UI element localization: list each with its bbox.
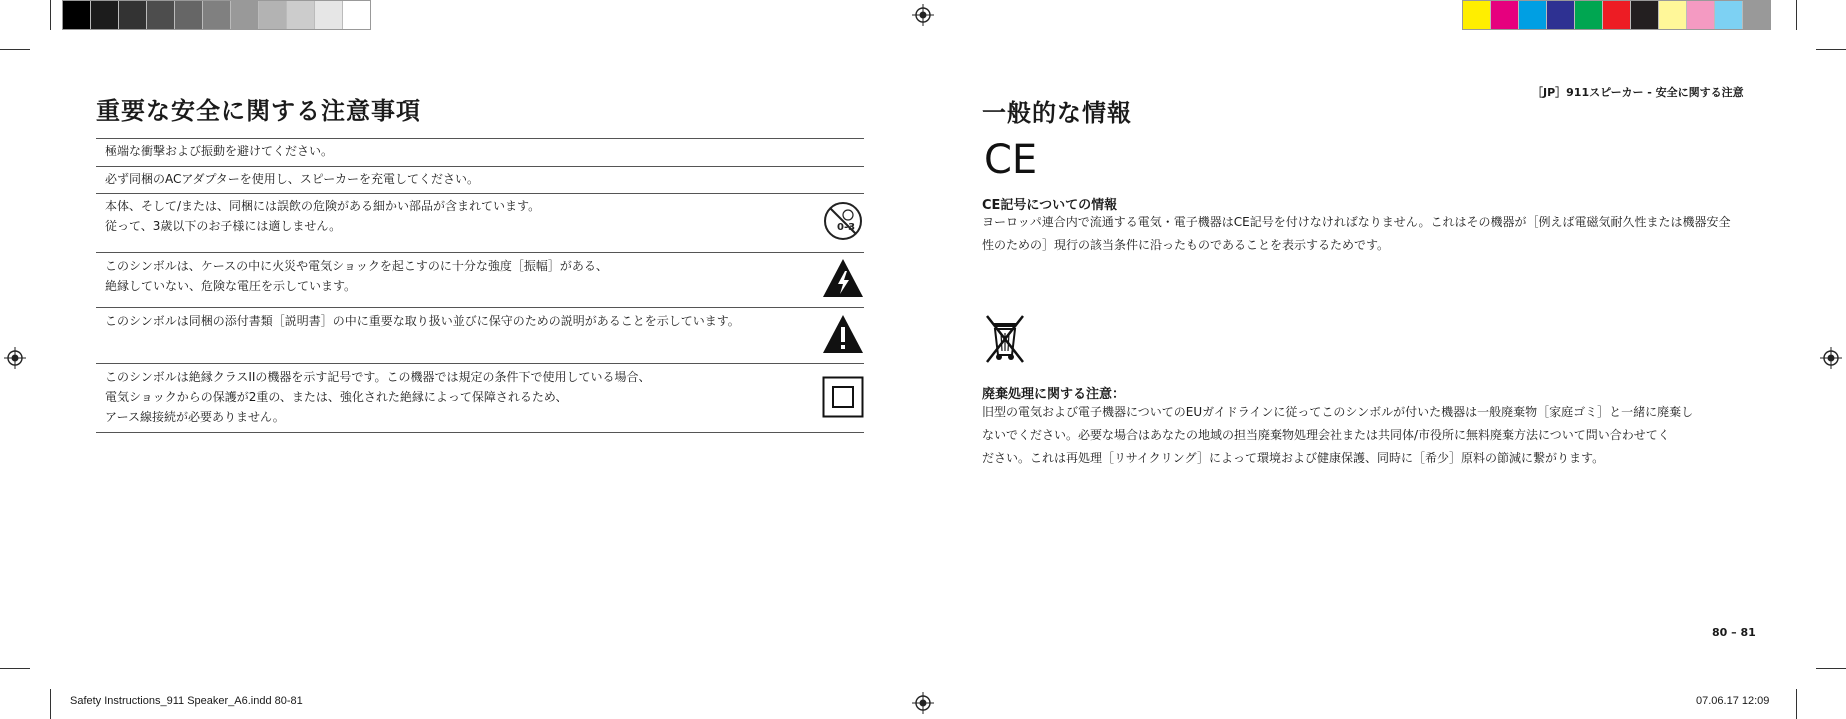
- ce-mark-icon: [984, 139, 1040, 179]
- color-swatch: [1463, 1, 1491, 29]
- row-line: このシンボルは同梱の添付書類［説明書］の中に重要な取り扱い並びに保守のための説明があることを示しています。: [105, 314, 740, 328]
- table-row: [105, 256, 608, 296]
- table-row: [105, 367, 650, 427]
- table-row: [105, 169, 479, 189]
- table-row: [105, 311, 740, 331]
- ce-mark-text: CE: [984, 139, 1038, 179]
- color-swatch: [175, 1, 203, 29]
- table-divider: [96, 138, 864, 139]
- color-swatch: [343, 1, 370, 29]
- page-title: 重要な安全に関する注意事項: [96, 97, 421, 125]
- color-swatch: [1519, 1, 1547, 29]
- table-divider: [96, 307, 864, 308]
- color-swatch: [147, 1, 175, 29]
- color-swatch: [1743, 1, 1770, 29]
- age-0-3-warning-icon: [823, 201, 863, 241]
- registration-target-icon: [1820, 347, 1842, 369]
- table-divider: [96, 363, 864, 364]
- crop-mark: [1816, 668, 1846, 669]
- class-ii-insulation-icon: [822, 376, 864, 418]
- color-swatch: [231, 1, 259, 29]
- slug-date-time: 07.06.17 12:09: [1696, 695, 1770, 707]
- running-header: ［JP］911スピーカー - 安全に関する注意: [1532, 86, 1744, 99]
- row-line: このシンボルは絶縁クラスIIの機器を示す記号です。この機器では規定の条件下で使用している場合、: [105, 370, 651, 384]
- table-divider: [96, 193, 864, 194]
- crossed-bin-weee-icon: [984, 313, 1026, 365]
- row-line: 電気ショックからの保護が2重の、または、強化された絶縁によって保障されるため、: [105, 390, 568, 404]
- color-swatch: [1631, 1, 1659, 29]
- table-row: [105, 196, 540, 236]
- crop-mark: [50, 689, 51, 719]
- color-swatch: [1575, 1, 1603, 29]
- row-line: 極端な衝撃および振動を避けてください。: [105, 144, 334, 158]
- page-number: 80 – 81: [1712, 626, 1756, 639]
- paragraph-line: ださい。これは再処理［リサイクリング］によって環境および健康保護、同時に［希少］原料の節減に繋がります。: [982, 451, 1605, 465]
- section-title: 一般的な情報: [982, 99, 1132, 127]
- color-swatch: [1491, 1, 1519, 29]
- age-label: 0-3: [837, 222, 856, 233]
- crop-mark: [0, 668, 30, 669]
- row-line: 必ず同梱のACアダプターを使用し、スピーカーを充電してください。: [105, 172, 479, 186]
- table-divider: [96, 166, 864, 167]
- color-swatch: [1547, 1, 1575, 29]
- color-swatch: [1659, 1, 1687, 29]
- paragraph-line: ヨーロッパ連合内で流通する電気・電子機器はCE記号を付けなければなりません。これはその機器が［例えば電磁気耐久性または機器安全: [982, 215, 1731, 229]
- table-divider: [96, 252, 864, 253]
- color-swatch: [1715, 1, 1743, 29]
- row-line: 絶縁していない、危険な電圧を示しています。: [105, 279, 357, 293]
- row-line: 本体、そして/または、同梱には誤飲の危険がある細かい部品が含まれています。: [105, 199, 541, 213]
- registration-target-icon: [912, 692, 934, 714]
- color-swatch: [1687, 1, 1715, 29]
- row-line: アース線接続が必要ありません。: [105, 410, 285, 424]
- disposal-title: 廃棄処理に関する注意：: [982, 387, 1126, 402]
- registration-target-icon: [4, 347, 26, 369]
- crop-mark: [0, 49, 30, 50]
- color-swatch: [259, 1, 287, 29]
- row-line: 従って、3歳以下のお子様には適しません。: [105, 219, 342, 233]
- color-swatch: [119, 1, 147, 29]
- row-line: このシンボルは、ケースの中に火災や電気ショックを起こすのに十分な強度［振幅］がある、: [105, 259, 608, 273]
- paragraph-line: 性のための］現行の該当条件に沿ったものであることを表示するためです。: [982, 238, 1390, 252]
- color-swatch: [63, 1, 91, 29]
- slug-file-name: Safety Instructions_911 Speaker_A6.indd 80-81: [70, 695, 303, 707]
- disposal-paragraph: [982, 401, 1742, 470]
- crop-mark: [1816, 49, 1846, 50]
- color-swatch: [315, 1, 343, 29]
- color-swatch: [287, 1, 315, 29]
- color-swatch: [203, 1, 231, 29]
- crop-mark: [50, 0, 51, 30]
- ce-info-paragraph: [982, 211, 1742, 257]
- registration-target-icon: [912, 4, 934, 26]
- crop-mark: [1796, 0, 1797, 30]
- crop-mark: [1796, 689, 1797, 719]
- table-divider: [96, 432, 864, 433]
- paragraph-line: 旧型の電気および電子機器についてのEUガイドラインに従ってこのシンボルが付いた機器は一般廃棄物［家庭ゴミ］と一緒に廃棄し: [982, 405, 1694, 419]
- gray-swatch-bar: [62, 0, 371, 30]
- paragraph-line: ないでください。必要な場合はあなたの地域の担当廃棄物処理会社または共同体/市役所に無料廃棄方法について問い合わせてく: [982, 428, 1670, 442]
- table-row: [105, 141, 333, 161]
- ce-info-title: CE記号についての情報: [982, 198, 1118, 213]
- color-swatch: [1603, 1, 1631, 29]
- color-swatch-bar: [1462, 0, 1771, 30]
- color-swatch: [91, 1, 119, 29]
- lightning-warning-icon: [822, 257, 864, 299]
- exclamation-warning-icon: [822, 313, 864, 355]
